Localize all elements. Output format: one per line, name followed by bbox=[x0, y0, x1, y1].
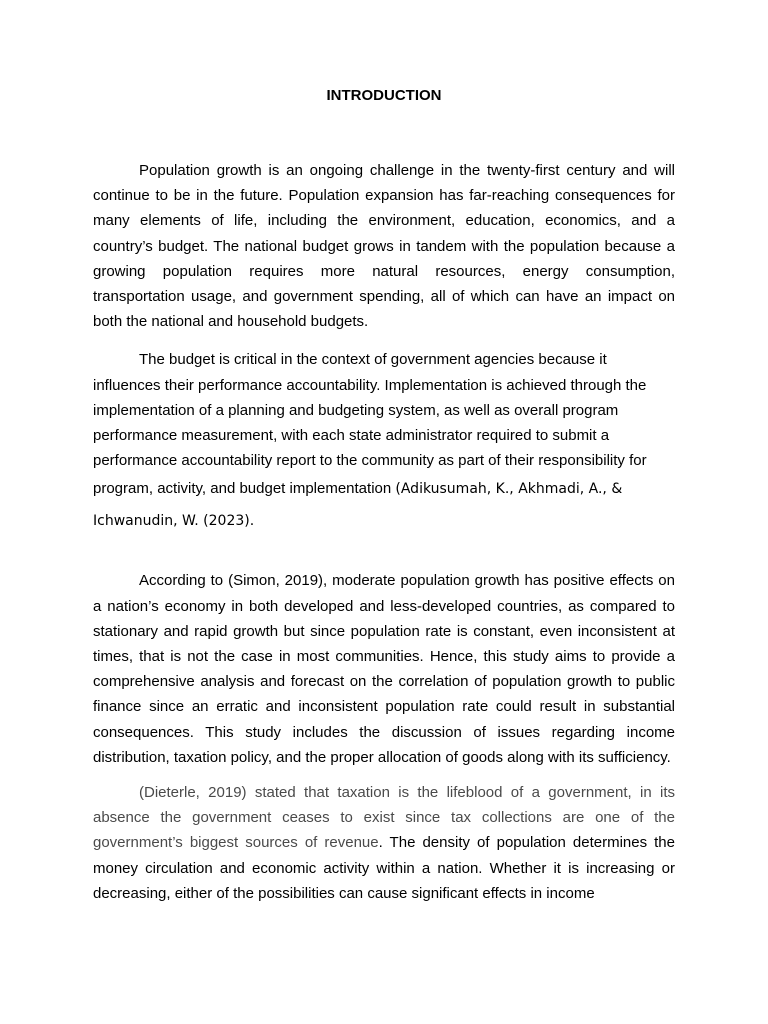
taxation-quote: (Dieterle, 2019) stated that taxation is the lifeblood of a government, in its absence the government ceases to exist since tax collections are one of the government’s biggest sources of revenue bbox=[93, 784, 675, 852]
paragraph-budget-accountability bbox=[93, 347, 675, 537]
citation-adikusumah: (Adikusumah, K., Akhmadi, A., & Ichwanudin, W. (2023). bbox=[93, 481, 623, 530]
paragraph-population-growth: Population growth is an ongoing challenge in the twenty-first century and will continue to be in the future. Population expansion has far-reaching consequences for many elements of life, including the environment, education, economics, and a country’s budget. The national budget grows in tandem with the population because a growing population requires more natural resources, energy consumption, transportation usage, and government spending, all of which can have an impact on both the national and household budgets. bbox=[93, 162, 675, 331]
paragraph-budget-text: The budget is critical in the context of government agencies because it influences their performance accountability. Implementation is achieved through the implementation of a planning and budgeting system, as well as overall program performance measurement, with each state administrator required to submit a performance accountability report to the community as part of their responsibility for program, activity, and budget implementation bbox=[93, 351, 647, 498]
paragraph-taxation bbox=[93, 780, 675, 906]
taxation-text: . The density of population determines the money circulation and economic activity within a nation. Whether it is increasing or decreasing, either of the possibilities can cause significant effects in income bbox=[93, 834, 675, 902]
page-title: INTRODUCTION bbox=[326, 87, 442, 104]
document-body bbox=[93, 84, 675, 906]
paragraph-simon-study: According to (Simon, 2019), moderate population growth has positive effects on a nation’s economy in both developed and less-developed countries, as compared to stationary and rapid growth but since population rate is constant, even inconsistent at times, that is not the case in most communities. Hence, this study aims to provide a comprehensive analysis and forecast on the correlation of population growth to public finance since an erratic and inconsistent population rate could result in substantial consequences. This study includes the discussion of issues regarding income distribution, taxation policy, and the proper allocation of goods along with its sufficiency. bbox=[93, 572, 675, 766]
